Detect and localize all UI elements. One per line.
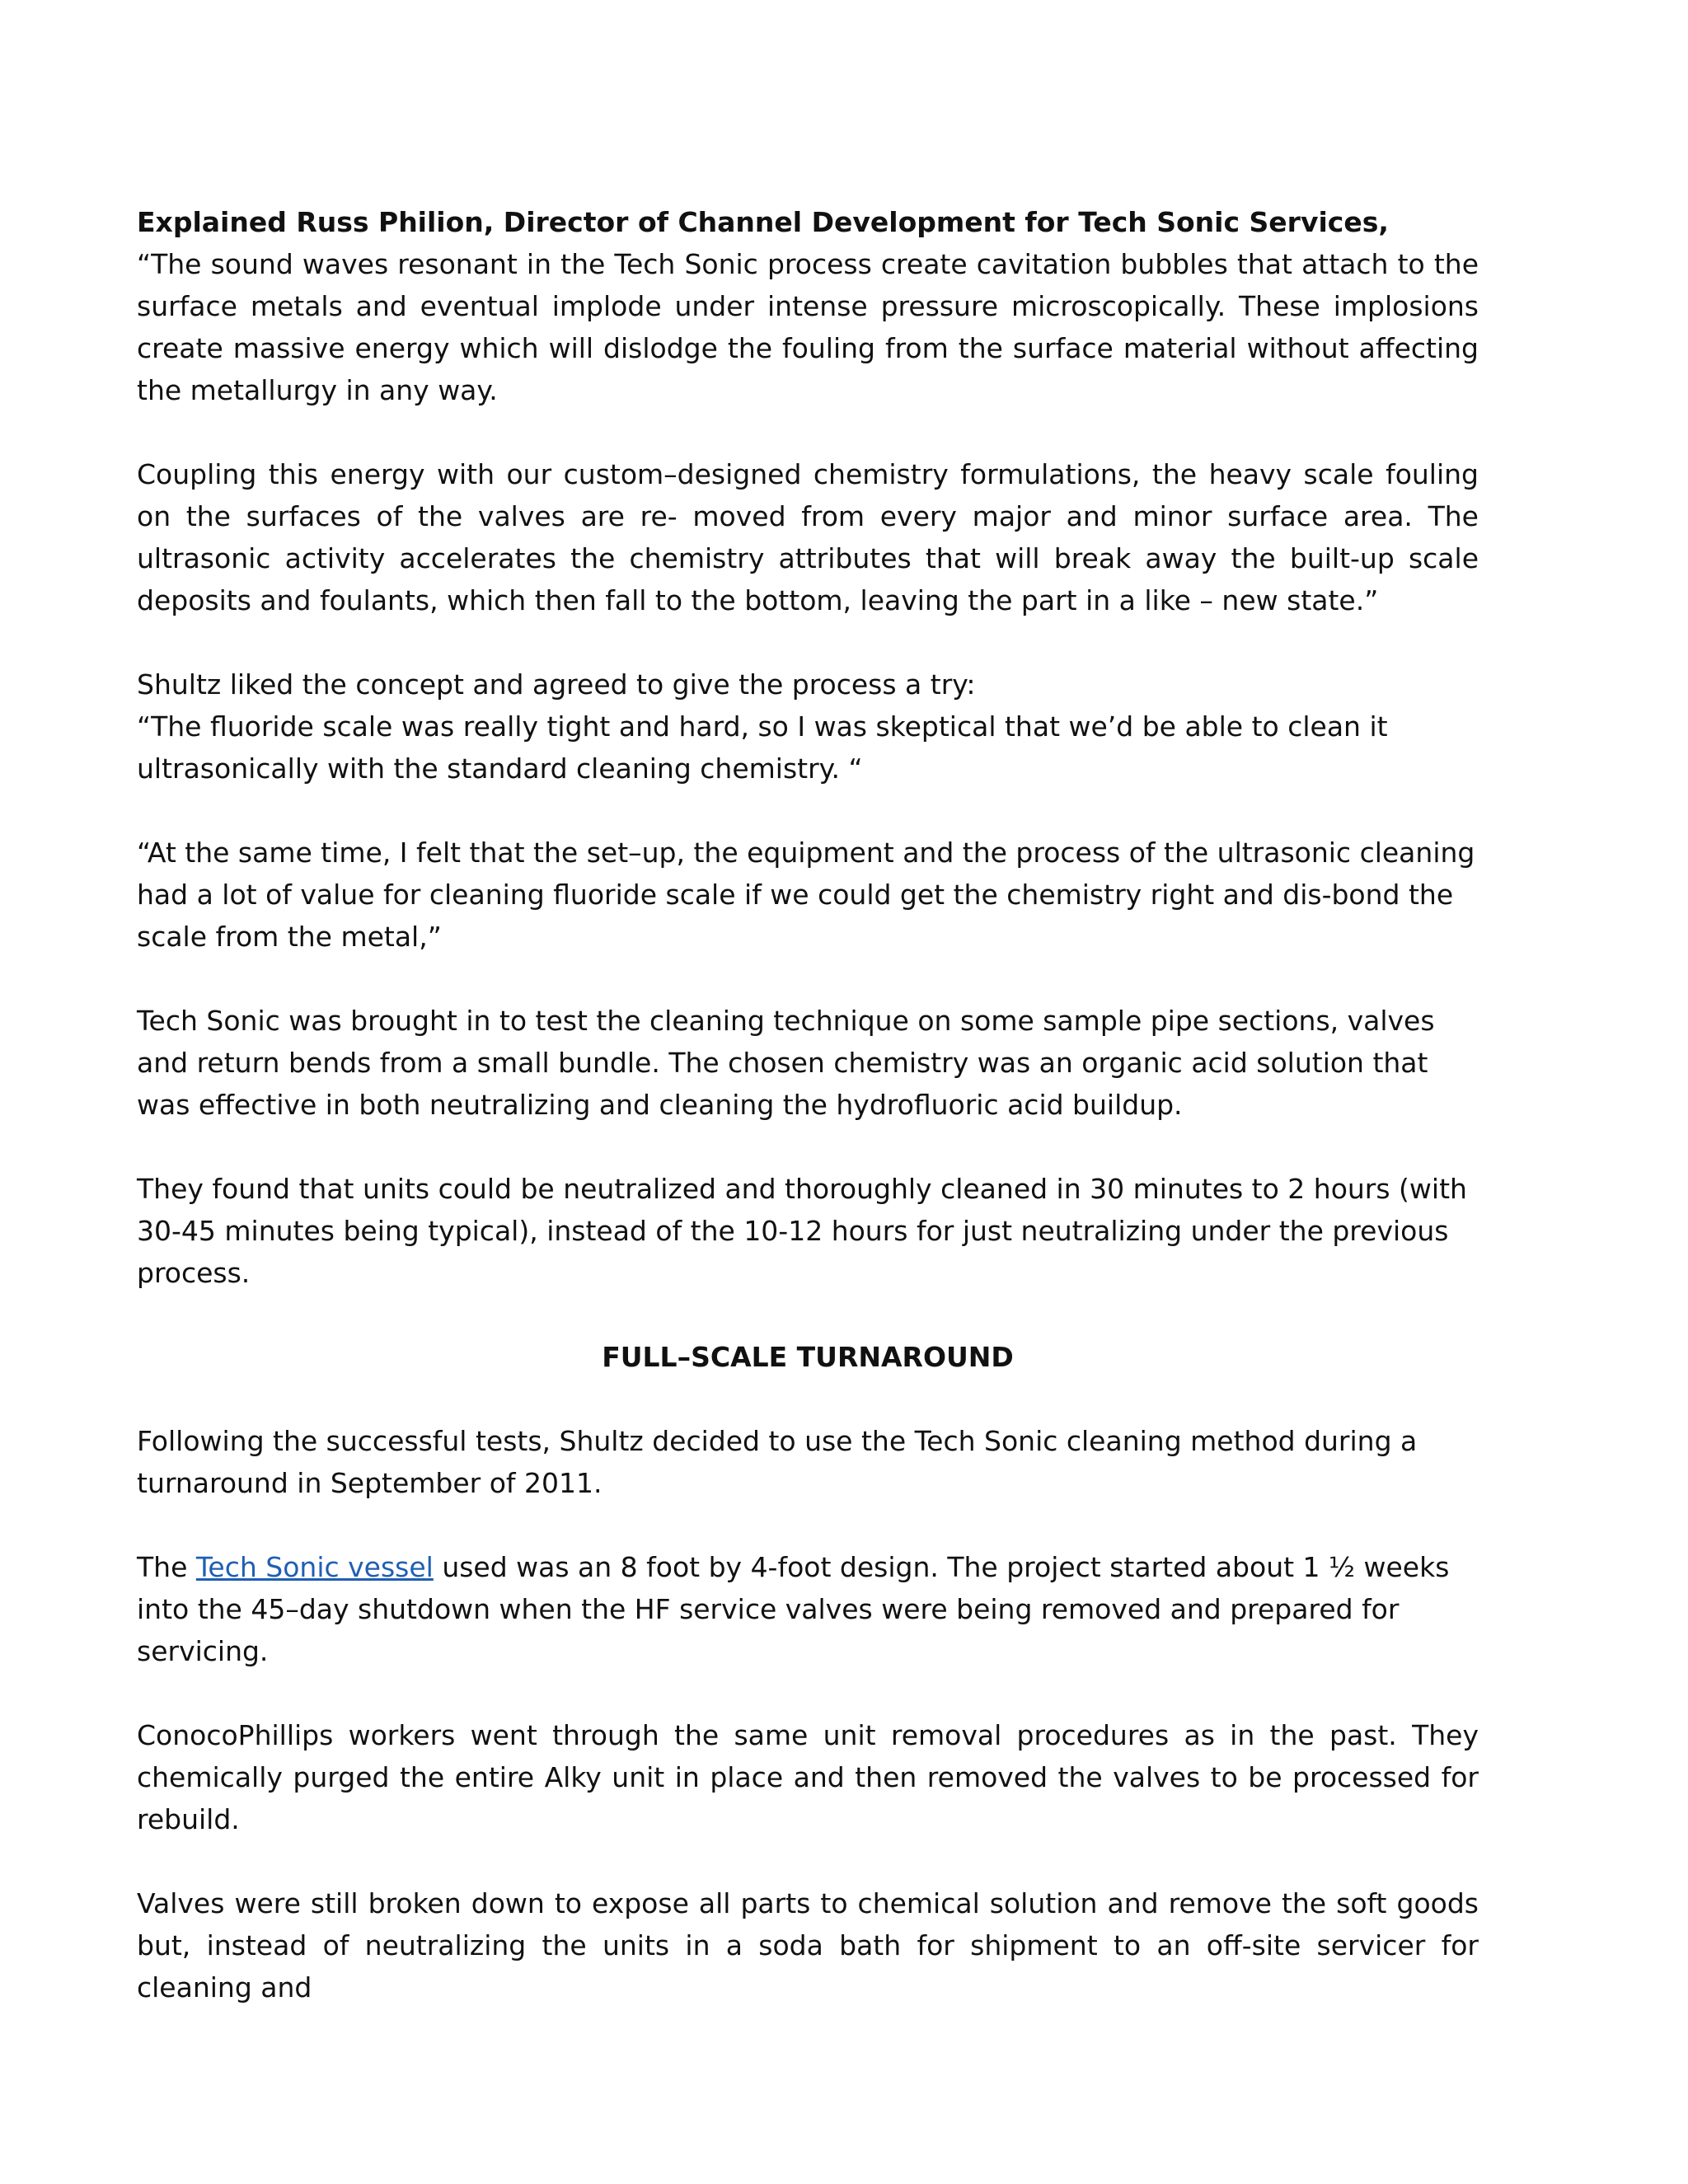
document-page [137, 201, 1479, 2008]
conocophillips-paragraph: ConocoPhillips workers went through the same unit removal procedures as in the past. They chemically purged the entire Alky unit in place and then removed the valves to be processed for rebuild. [137, 1719, 1479, 1835]
vessel-text-before: The [137, 1551, 196, 1583]
vessel-paragraph [137, 1546, 1479, 1672]
vessel-text-after: used was an 8 foot by 4-foot design. The project started about 1 ½ weeks into the 45–day shutdown when the HF service valves were being removed and prepared for servicing. [137, 1551, 1450, 1667]
turnaround-paragraph-1: Following the successful tests, Shultz decided to use the Tech Sonic cleaning method during a turnaround in September of 2011. [137, 1425, 1418, 1499]
attribution-line: Explained Russ Philion, Director of Channel Development for Tech Sonic Services, [137, 206, 1389, 238]
tech-sonic-vessel-link[interactable]: Tech Sonic vessel [195, 1551, 434, 1583]
shultz-quote-paragraph-2: “At the same time, I felt that the set–up, the equipment and the process of the ultrasonic cleaning had a lot of value for cleaning fluoride scale if we could get the chemistry right and dis-bond the scale from the metal,” [137, 837, 1475, 953]
valves-paragraph: Valves were still broken down to expose all parts to chemical solution and remove the soft goods but, instead of neutralizing the units in a soda bath for shipment to an off-site servicer for cleaning and [137, 1887, 1479, 2004]
philion-quote-paragraph-2: Coupling this energy with our custom–designed chemistry formulations, the heavy scale fouling on the surfaces of the valves are re- moved from every major and minor surface area. The ultrasonic activity accelerates the chemistry attributes that will break away the built-up scale deposits and foulants, which then fall to the bottom, leaving the part in a like – new state.” [137, 458, 1479, 616]
section-heading: FULL–SCALE TURNAROUND [602, 1341, 1014, 1373]
test-paragraph-1: Tech Sonic was brought in to test the cleaning technique on some sample pipe sections, valves and return bends from a small bundle. The chosen chemistry was an organic acid solution that was effective in both neutralizing and cleaning the hydrofluoric acid buildup. [137, 1005, 1435, 1121]
shultz-lead-line: Shultz liked the concept and agreed to give the process a try: [137, 668, 976, 701]
philion-quote-paragraph-1: “The sound waves resonant in the Tech Sonic process create cavitation bubbles that attach to the surface metals and eventual implode under intense pressure microscopically. These implosions create massive energy which will dislodge the fouling from the surface material without affecting the metallurgy in any way. [137, 248, 1479, 406]
test-paragraph-2: They found that units could be neutralized and thoroughly cleaned in 30 minutes to 2 hours (with 30-45 minutes being typical), instead of the 10-12 hours for just neutralizing under the previous process. [137, 1173, 1467, 1289]
shultz-quote-paragraph-1: “The fluoride scale was really tight and hard, so I was skeptical that we’d be able to clean it ultrasonically with the standard cleaning chemistry. “ [137, 710, 1388, 785]
